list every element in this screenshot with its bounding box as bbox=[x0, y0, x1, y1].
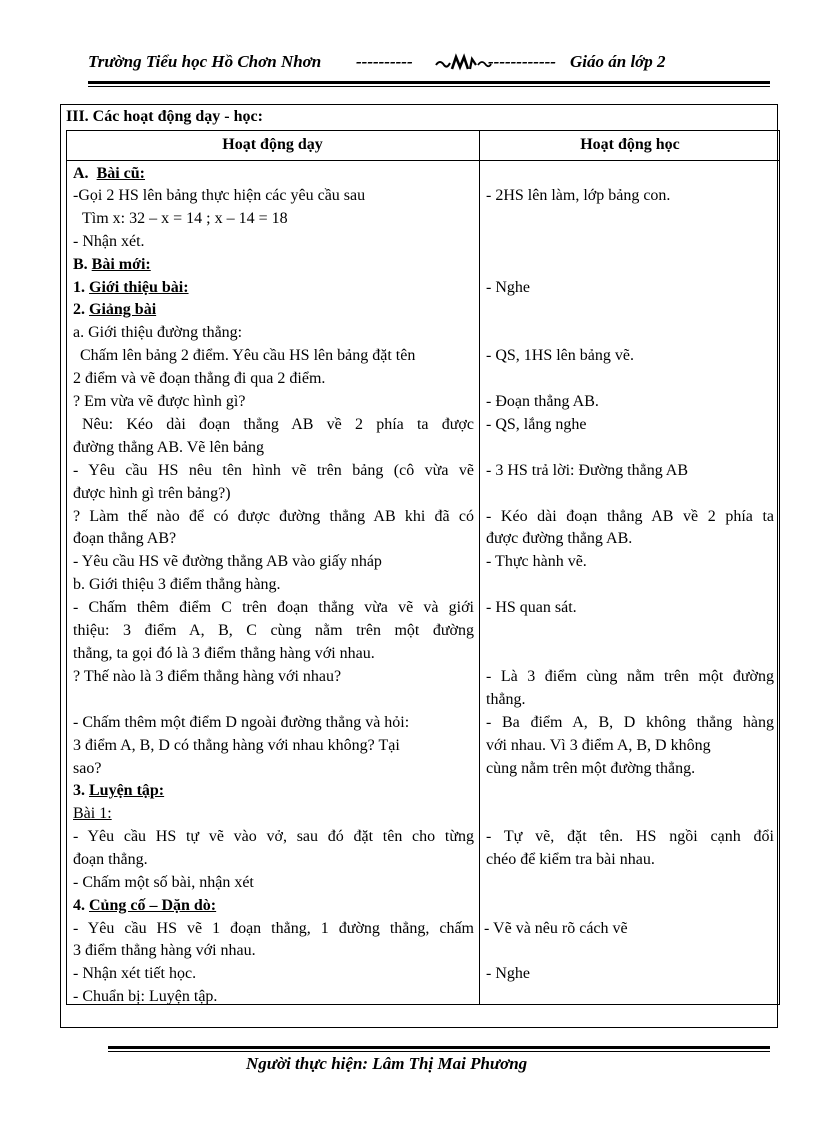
student-line: - 3 HS trả lời: Đường thẳng AB bbox=[486, 462, 689, 479]
teacher-line: 2 điểm và vẽ đoạn thẳng đi qua 2 điểm. bbox=[73, 370, 326, 387]
student-line: cùng nằm trên một đường thẳng. bbox=[486, 760, 696, 777]
teacher-line: đoạn thẳng. bbox=[73, 851, 148, 868]
teacher-line: b. Giới thiệu 3 điểm thẳng hàng. bbox=[73, 576, 281, 593]
subsection-1-heading bbox=[73, 277, 189, 299]
column-header-teacher: Hoạt động dạy bbox=[222, 136, 323, 153]
student-line: - Tự vẽ, đặt tên. HS ngồi cạnh đổi bbox=[486, 828, 774, 845]
subsection-4-title: Củng cố – Dặn dò: bbox=[89, 897, 217, 914]
student-line: - Nghe bbox=[486, 965, 530, 982]
teacher-line: a. Giới thiệu đường thẳng: bbox=[73, 324, 243, 341]
teacher-line: đường thẳng AB. Vẽ lên bảng bbox=[73, 439, 265, 456]
student-line: - QS, 1HS lên bảng vẽ. bbox=[486, 347, 634, 364]
subsection-2-title: Giảng bài bbox=[89, 301, 157, 318]
footer-rule-thin bbox=[108, 1051, 770, 1052]
subsection-4-number: 4. bbox=[73, 897, 85, 914]
header-dashes-right: ------------ bbox=[488, 52, 556, 71]
table-column-divider bbox=[479, 130, 480, 1005]
student-line: thẳng. bbox=[486, 691, 526, 708]
teacher-line: - Chấm thêm một điểm D ngoài đường thẳng và hỏi: bbox=[73, 714, 410, 731]
table-header-divider bbox=[66, 160, 780, 161]
teacher-line: - Chấm một số bài, nhận xét bbox=[73, 874, 254, 891]
teacher-line: thiệu: 3 điểm A, B, C cùng nằm trên một đường bbox=[73, 622, 474, 639]
teacher-line: 3 điểm A, B, D có thẳng hàng với nhau không? Tại bbox=[73, 737, 400, 754]
footer-rule-thick bbox=[108, 1046, 770, 1049]
teacher-line: ? Làm thế nào để có được đường thẳng AB khi đã có bbox=[73, 508, 474, 525]
teacher-line: ? Thế nào là 3 điểm thẳng hàng với nhau? bbox=[73, 668, 342, 685]
subsection-2-number: 2. bbox=[73, 301, 85, 318]
student-line: - Kéo dài đoạn thẳng AB về 2 phía ta bbox=[486, 508, 774, 525]
teacher-line: - Yêu cầu HS vẽ đường thẳng AB vào giấy nháp bbox=[73, 553, 382, 570]
teacher-line: - Chấm thêm điểm C trên đoạn thẳng vừa vẽ và giới bbox=[73, 599, 474, 616]
page-header bbox=[88, 52, 778, 78]
section-b-title: Bài mới: bbox=[91, 256, 151, 273]
student-line: với nhau. Vì 3 điểm A, B, D không bbox=[486, 737, 711, 754]
decorative-logo-icon bbox=[434, 53, 492, 73]
student-line: - Nghe bbox=[486, 279, 530, 296]
student-line: - 2HS lên làm, lớp bảng con. bbox=[486, 187, 671, 204]
lesson-plan-label: Giáo án lớp 2 bbox=[570, 52, 666, 71]
teacher-line: thẳng, ta gọi đó là 3 điểm thẳng hàng với nhau. bbox=[73, 645, 375, 662]
teacher-line: - Nhận xét tiết học. bbox=[73, 965, 197, 982]
student-line: - Ba điểm A, B, D không thẳng hàng bbox=[486, 714, 774, 731]
teacher-line: - Nhận xét. bbox=[73, 233, 145, 250]
section-title: III. Các hoạt động dạy - học: bbox=[66, 108, 263, 125]
student-line: - Đoạn thẳng AB. bbox=[486, 393, 599, 410]
column-header-student: Hoạt động học bbox=[580, 136, 680, 153]
header-dashes-left: ---------- bbox=[356, 52, 413, 71]
teacher-line: - Yêu cầu HS nêu tên hình vẽ trên bảng (cô vừa vẽ bbox=[73, 462, 474, 479]
teacher-line: - Yêu cầu HS tự vẽ vào vở, sau đó đặt tên cho từng bbox=[73, 828, 474, 845]
subsection-1-title: Giới thiệu bài: bbox=[89, 279, 189, 296]
student-line: chéo để kiểm tra bài nhau. bbox=[486, 851, 655, 868]
student-line: - Thực hành vẽ. bbox=[486, 553, 587, 570]
subsection-2-heading bbox=[73, 299, 156, 321]
exercise-1-label: Bài 1: bbox=[73, 805, 112, 822]
teacher-line: -Gọi 2 HS lên bảng thực hiện các yêu cầu sau bbox=[73, 187, 366, 204]
subsection-3-heading bbox=[73, 780, 164, 802]
teacher-line: 3 điểm thẳng hàng với nhau. bbox=[73, 942, 256, 959]
author-line: Người thực hiện: Lâm Thị Mai Phương bbox=[246, 1054, 528, 1073]
header-rule-thick bbox=[88, 81, 770, 84]
teacher-line: đoạn thẳng AB? bbox=[73, 530, 177, 547]
student-line: - Là 3 điểm cùng nằm trên một đường bbox=[486, 668, 774, 685]
header-rule-thin bbox=[88, 86, 770, 87]
section-a-heading bbox=[73, 163, 145, 185]
section-b-number: B. bbox=[73, 256, 88, 273]
school-name: Trường Tiểu học Hồ Chơn Nhơn bbox=[88, 52, 322, 71]
subsection-3-number: 3. bbox=[73, 782, 85, 799]
student-line: - Vẽ và nêu rõ cách vẽ bbox=[484, 920, 628, 937]
teacher-line: Tìm x: 32 – x = 14 ; x – 14 = 18 bbox=[82, 210, 288, 227]
subsection-1-number: 1. bbox=[73, 279, 85, 296]
teacher-line: - Yêu cầu HS vẽ 1 đoạn thẳng, 1 đường thẳng, chấm bbox=[73, 920, 474, 937]
teacher-line: Chấm lên bảng 2 điểm. Yêu cầu HS lên bảng đặt tên bbox=[80, 347, 416, 364]
subsection-3-title: Luyện tập: bbox=[89, 782, 165, 799]
teacher-line: sao? bbox=[73, 760, 102, 777]
teacher-line: Nêu: Kéo dài đoạn thẳng AB về 2 phía ta được bbox=[82, 416, 474, 433]
subsection-4-heading bbox=[73, 895, 216, 917]
student-line: - QS, lắng nghe bbox=[486, 416, 587, 433]
teacher-line: - Chuẩn bị: Luyện tập. bbox=[73, 988, 218, 1005]
teacher-line: ? Em vừa vẽ được hình gì? bbox=[73, 393, 246, 410]
section-b-heading bbox=[73, 254, 151, 276]
section-a-number: A. bbox=[73, 165, 89, 182]
section-a-title: Bài cũ: bbox=[96, 165, 146, 182]
student-line: - HS quan sát. bbox=[486, 599, 577, 616]
teacher-line: được hình gì trên bảng?) bbox=[73, 485, 231, 502]
student-line: được đường thẳng AB. bbox=[486, 530, 633, 547]
